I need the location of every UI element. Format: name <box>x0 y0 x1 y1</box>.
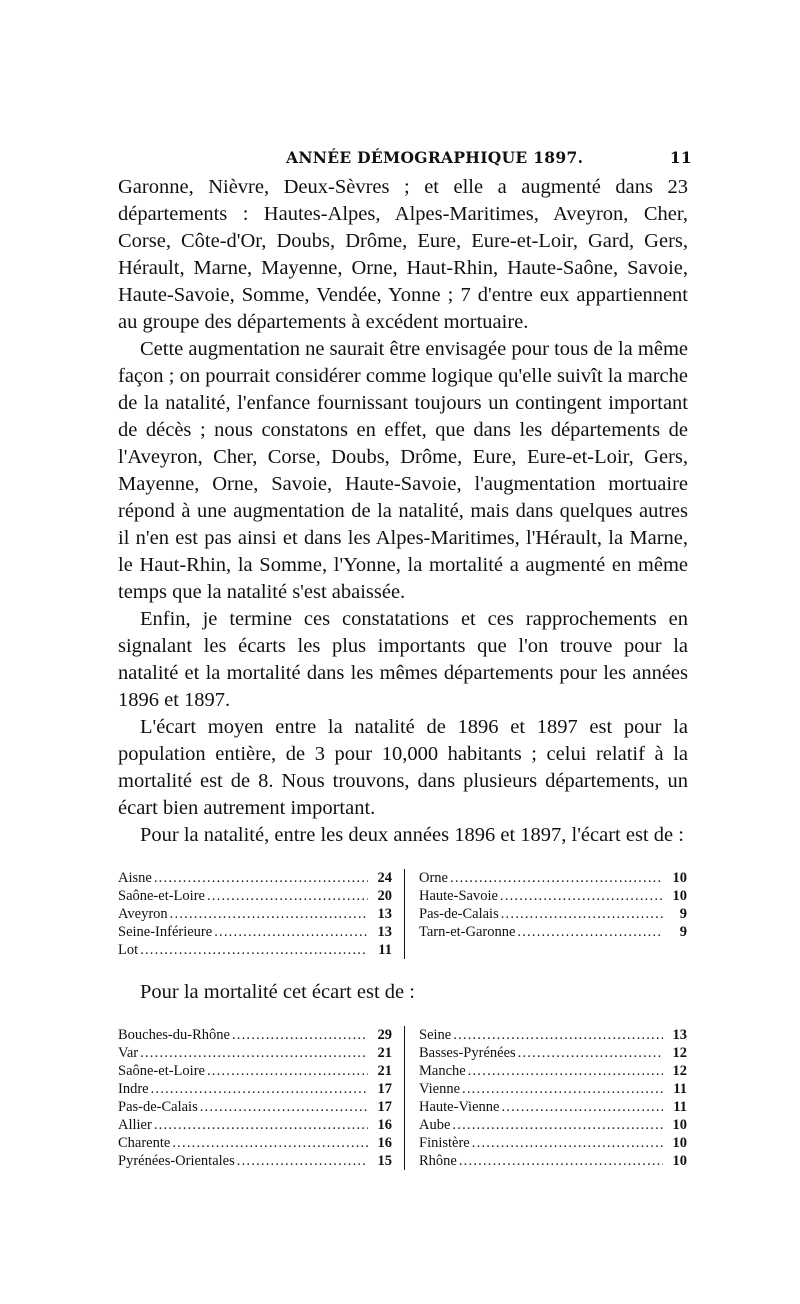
leader-dots <box>207 887 368 905</box>
department-name: Lot <box>118 942 139 958</box>
table-row <box>118 1116 392 1134</box>
table-row <box>419 1080 687 1098</box>
table-row <box>419 1116 687 1134</box>
ecart-value: 10 <box>672 870 687 886</box>
paragraph-4: L'écart moyen entre la natalité de 1896 et 1897 est pour la population entière, de 3 pour 10,000 habitants ; celui relatif à la mortalité est de 8. Nous trouvons, dans plusieurs départements, un écart bien autrement important. <box>118 716 688 819</box>
table-row <box>118 1044 392 1062</box>
department-name: Rhône <box>419 1153 457 1169</box>
leader-dots <box>468 1062 663 1080</box>
ecart-value: 11 <box>673 1099 687 1115</box>
table-row <box>118 1026 392 1044</box>
ecart-value: 11 <box>378 942 392 958</box>
table-row <box>419 1134 687 1152</box>
department-name: Seine <box>419 1027 452 1043</box>
leader-dots <box>232 1026 368 1044</box>
leader-dots <box>518 1044 663 1062</box>
leader-dots <box>453 1026 663 1044</box>
department-name: Indre <box>118 1081 149 1097</box>
ecart-value: 10 <box>672 1135 687 1151</box>
leader-dots <box>151 1080 368 1098</box>
leader-dots <box>517 923 663 941</box>
ecart-value: 13 <box>672 1027 687 1043</box>
leader-dots <box>462 1080 663 1098</box>
table-row <box>118 1098 392 1116</box>
leader-dots <box>140 1044 368 1062</box>
paragraph-5: Pour la natalité, entre les deux années 1896 et 1897, l'écart est de : <box>140 824 684 846</box>
department-name: Bouches-du-Rhône <box>118 1027 230 1043</box>
mortalite-left-column <box>118 1026 405 1170</box>
header-title: ANNÉE DÉMOGRAPHIQUE 1897. <box>286 148 584 167</box>
department-name: Aisne <box>118 870 152 886</box>
mortalite-table <box>118 1026 688 1170</box>
department-name: Tarn-et-Garonne <box>419 924 516 940</box>
department-name: Pas-de-Calais <box>118 1099 198 1115</box>
department-name: Pas-de-Calais <box>419 906 499 922</box>
ecart-value: 24 <box>377 870 392 886</box>
ecart-value: 12 <box>672 1045 687 1061</box>
table-row <box>419 1152 687 1170</box>
ecart-value: 9 <box>679 906 687 922</box>
department-name: Aveyron <box>118 906 168 922</box>
department-name: Saône-et-Loire <box>118 1063 205 1079</box>
table-row <box>118 923 392 941</box>
ecart-value: 29 <box>377 1027 392 1043</box>
department-name: Seine-Inférieure <box>118 924 213 940</box>
natalite-right-column <box>405 869 687 959</box>
leader-dots <box>237 1152 368 1170</box>
leader-dots <box>154 1116 368 1134</box>
paragraph-2: Cette augmentation ne saurait être envisagée pour tous de la même façon ; on pourrait considérer comme logique qu'elle suivît la marche de la natalité, l'enfance fournissant toujours un contingent important de décès ; nous constatons en effet, que dans les départements de l'Aveyron, Cher, Corse, Doubs, Drôme, Eure, Eure-et-Loir, Gers, Mayenne, Orne, Savoie, Haute-Savoie, l'augmentation mortuaire répond à une augmentation de la natalité, mais dans quelques autres il n'en est pas ainsi et dans les Alpes-Maritimes, l'Hérault, la Marne, le Haut-Rhin, la Somme, l'Yonne, la mortalité a augmenté en même temps que la natalité s'est abaissée. <box>118 338 688 603</box>
department-name: Vienne <box>419 1081 461 1097</box>
paragraph-3: Enfin, je termine ces constatations et ces rapprochements en signalant les écarts les plus importants que l'on trouve pour la natalité et la mortalité dans les mêmes départements pour les années 1896 et 1897. <box>118 608 688 711</box>
leader-dots <box>207 1062 368 1080</box>
ecart-value: 16 <box>377 1135 392 1151</box>
leader-dots <box>459 1152 663 1170</box>
leader-dots <box>172 1134 368 1152</box>
leader-dots <box>501 905 663 923</box>
natalite-table <box>118 869 688 959</box>
natalite-left-column <box>118 869 405 959</box>
department-name: Charente <box>118 1135 171 1151</box>
ecart-value: 15 <box>377 1153 392 1169</box>
leader-dots <box>214 923 368 941</box>
ecart-value: 13 <box>377 924 392 940</box>
running-header <box>118 148 692 174</box>
leader-dots <box>452 1116 663 1134</box>
department-name: Basses-Pyrénées <box>419 1045 516 1061</box>
ecart-value: 13 <box>377 906 392 922</box>
leader-dots <box>140 941 368 959</box>
department-name: Var <box>118 1045 139 1061</box>
leader-dots <box>170 905 368 923</box>
department-name: Aube <box>419 1117 451 1133</box>
table-row <box>419 905 687 923</box>
leader-dots <box>472 1134 663 1152</box>
department-name: Finistère <box>419 1135 470 1151</box>
ecart-value: 17 <box>377 1099 392 1115</box>
department-name: Manche <box>419 1063 466 1079</box>
department-name: Orne <box>419 870 448 886</box>
ecart-value: 10 <box>672 888 687 904</box>
ecart-value: 21 <box>377 1045 392 1061</box>
table-row <box>118 1134 392 1152</box>
leader-dots <box>450 869 663 887</box>
table-row <box>118 941 392 959</box>
leader-dots <box>501 1098 663 1116</box>
table-row <box>118 887 392 905</box>
ecart-value: 21 <box>377 1063 392 1079</box>
table-row <box>118 1152 392 1170</box>
table-row <box>419 1098 687 1116</box>
department-name: Haute-Vienne <box>419 1099 500 1115</box>
table-row <box>118 1062 392 1080</box>
ecart-value: 12 <box>672 1063 687 1079</box>
department-name: Pyrénées-Orientales <box>118 1153 235 1169</box>
leader-dots <box>200 1098 368 1116</box>
ecart-value: 20 <box>377 888 392 904</box>
ecart-value: 10 <box>672 1153 687 1169</box>
ecart-value: 11 <box>673 1081 687 1097</box>
department-name: Saône-et-Loire <box>118 888 205 904</box>
mortalite-intro: Pour la mortalité cet écart est de : <box>140 981 415 1003</box>
table-row <box>419 1026 687 1044</box>
leader-dots <box>500 887 663 905</box>
table-row <box>118 869 392 887</box>
page-number: 11 <box>669 148 692 167</box>
table-row <box>419 1044 687 1062</box>
mortalite-right-column <box>405 1026 687 1170</box>
table-row <box>118 905 392 923</box>
department-name: Haute-Savoie <box>419 888 498 904</box>
table-row <box>419 1062 687 1080</box>
leader-dots <box>154 869 368 887</box>
ecart-value: 9 <box>679 924 687 940</box>
ecart-value: 16 <box>377 1117 392 1133</box>
table-row <box>419 869 687 887</box>
table-row <box>118 1080 392 1098</box>
paragraph-1: Garonne, Nièvre, Deux-Sèvres ; et elle a augmenté dans 23 départements : Hautes-Alpes, Alpes-Maritimes, Aveyron, Cher, Corse, Côte-d'Or, Doubs, Drôme, Eure, Eure-et-Loir, Gard, Gers, Hérault, Marne, Mayenne, Orne, Haut-Rhin, Haute-Saône, Savoie, Haute-Savoie, Somme, Vendée, Yonne ; 7 d'entre eux appartiennent au groupe des départements à excédent mortuaire. <box>118 176 688 333</box>
department-name: Allier <box>118 1117 152 1133</box>
table-row <box>419 923 687 941</box>
ecart-value: 17 <box>377 1081 392 1097</box>
table-row <box>419 887 687 905</box>
ecart-value: 10 <box>672 1117 687 1133</box>
page <box>118 148 692 1170</box>
